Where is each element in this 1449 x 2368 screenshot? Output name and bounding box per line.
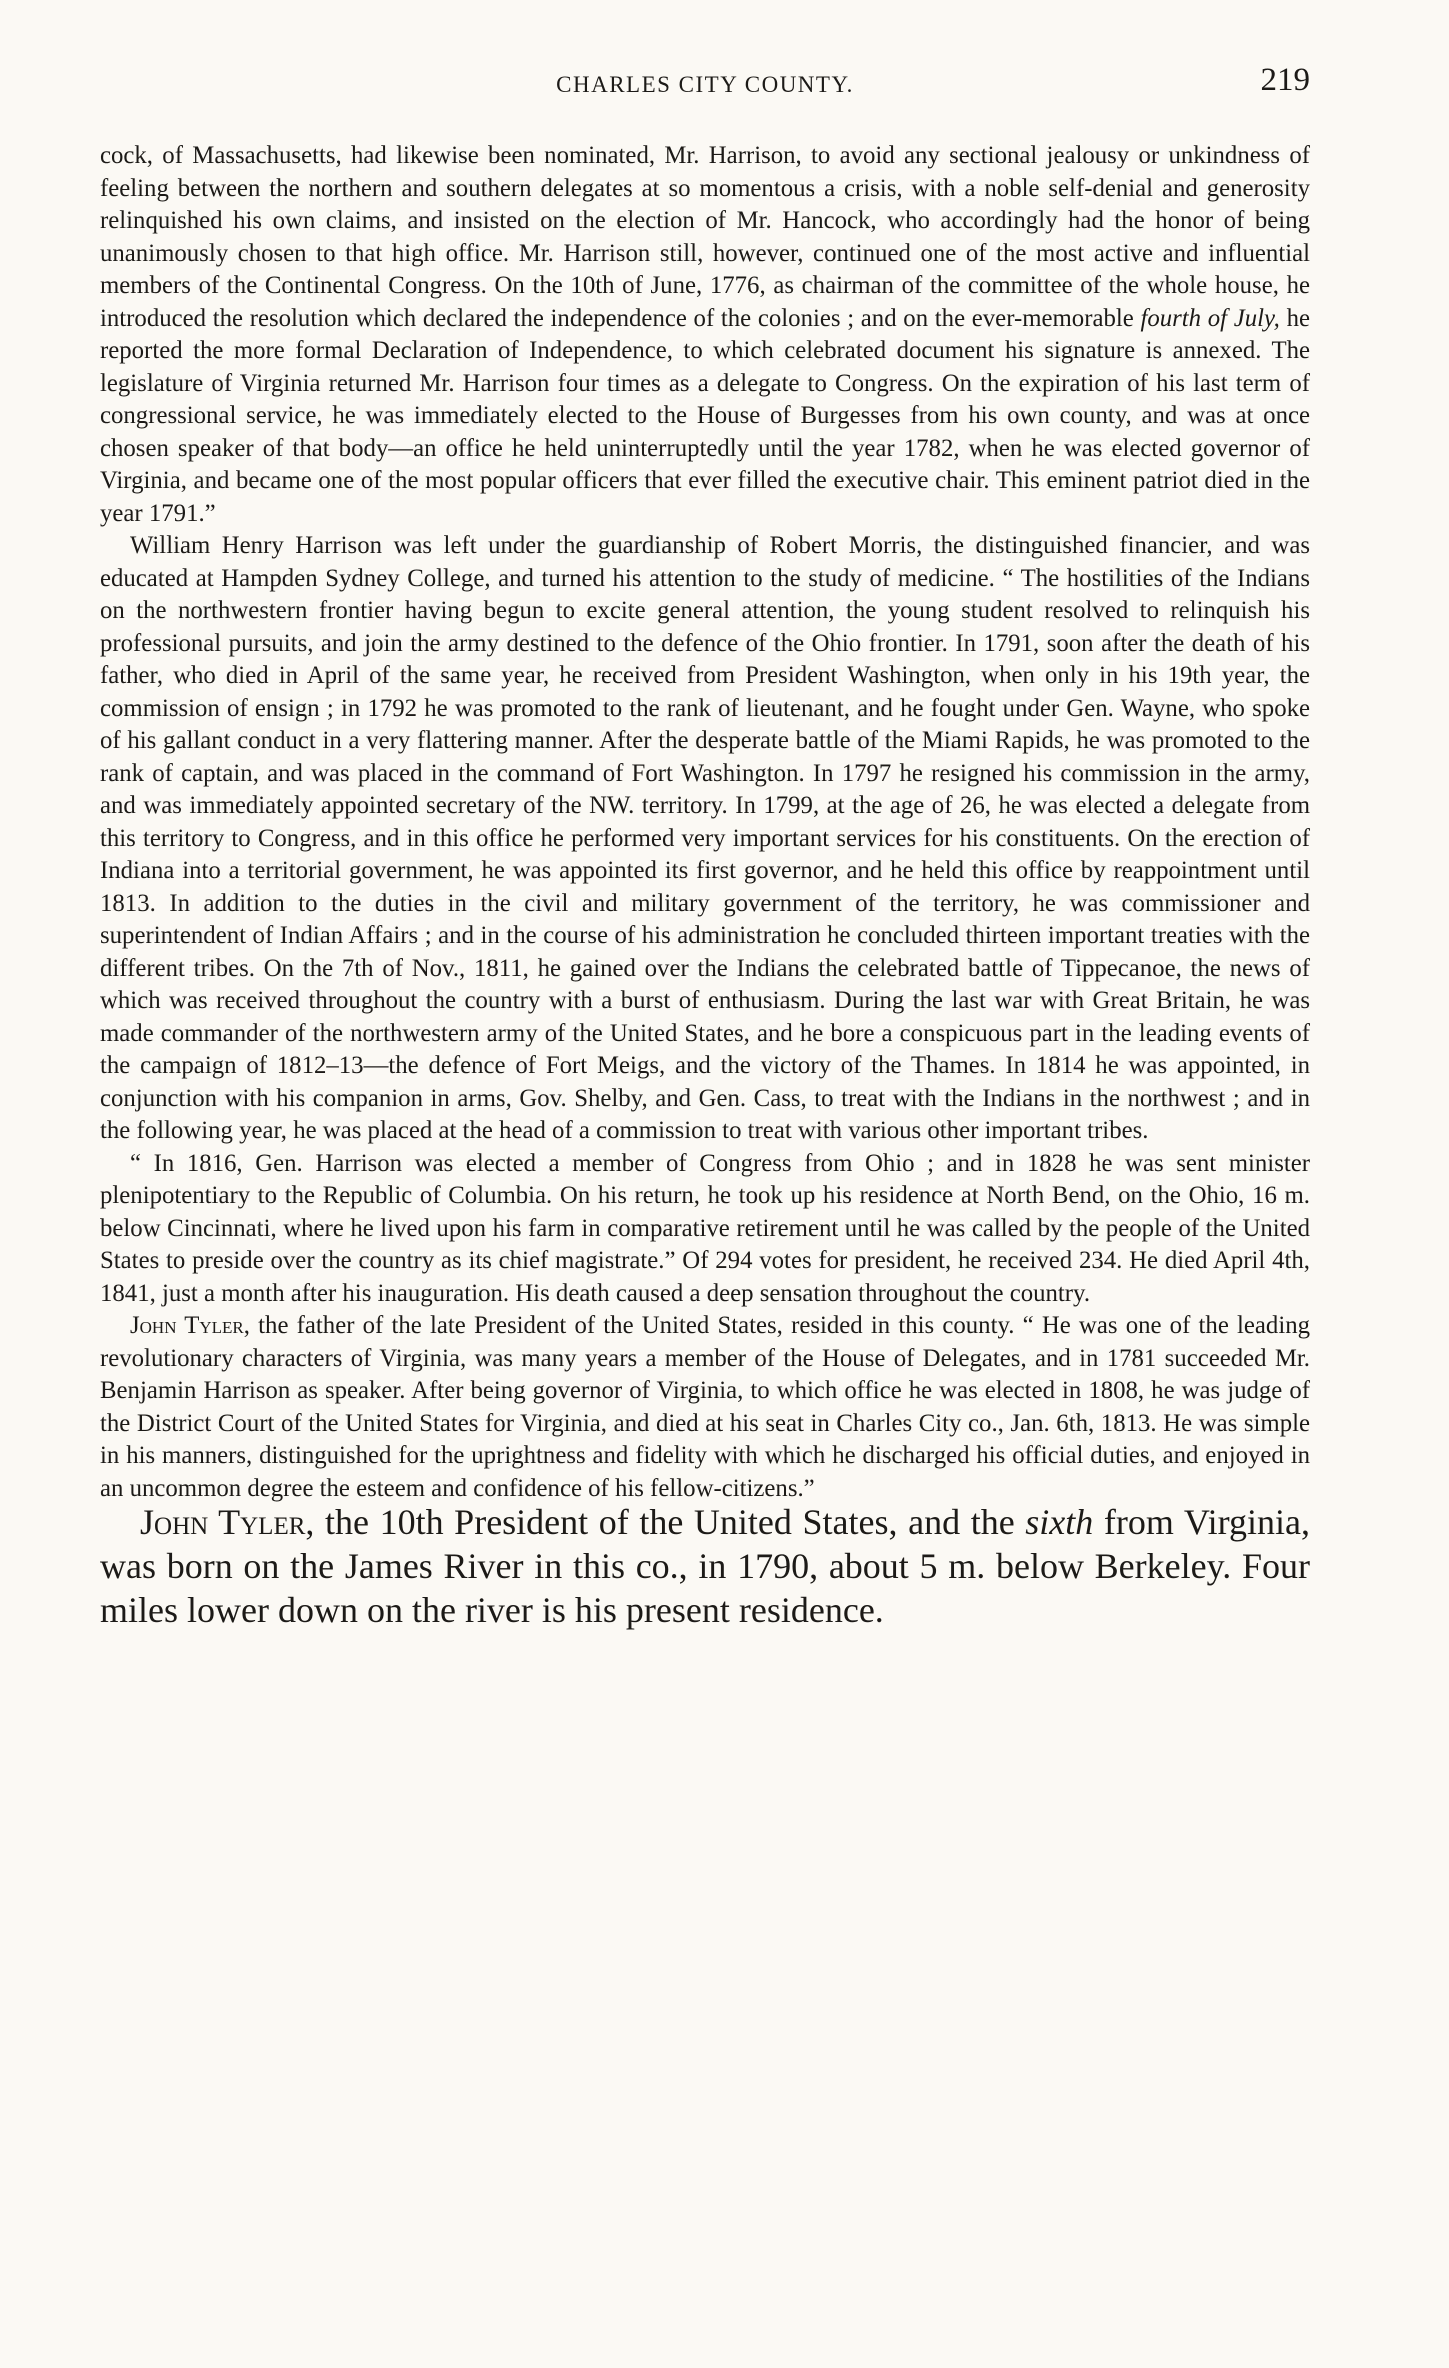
person-name: John Tyler, — [130, 1312, 250, 1339]
paragraph-continued-harrison-senior — [100, 140, 1310, 530]
paragraph-harrison-later-career: “ In 1816, Gen. Harrison was elected a member of Congress from Ohio ; and in 1828 he was sent minister plenipotentiary to the Republic of Columbia. On his return, he took up his residence at North Bend, on the Ohio, 16 m. below Cincinnati, where he lived upon his farm in comparative retirement until he was called by the people of the United States to preside over the country as its chief magistrate.” Of 294 votes for president, he received 234. He died April 4th, 1841, just a month after his inauguration. His death caused a deep sensation throughout the country. — [100, 1149, 1310, 1307]
paragraph-text: he reported the more formal Declaration of Independence, to which celebrated document his signature is annexed. The legislature of Virginia returned Mr. Harrison four times as a delegate to Congress. On the expiration of his last term of congressional service, he was immediately elected to the House of Burgesses from his own county, and was at once chosen speaker of that body—an office he held uninterruptedly until the year 1782, when he was elected governor of Virginia, and became one of the most popular officers that ever filled the executive chair. This eminent patriot died in the year 1791.” — [100, 304, 1310, 527]
paragraph-john-tyler-senior — [100, 1310, 1310, 1505]
paragraph-john-tyler-president — [100, 1500, 1310, 1632]
running-head — [100, 62, 1310, 102]
running-title: CHARLES CITY COUNTY. — [556, 72, 854, 97]
italic-word: sixth — [1025, 1502, 1094, 1542]
person-name: John Tyler, — [140, 1502, 315, 1542]
paragraph-text: the father of the late President of the United States, resided in this county. “ He was one of the leading revolutionary characters of Virginia, was many years a member of the House of Delegates, and in 1781 succeeded Mr. Benjamin Harrison as speaker. After being governor of Virginia, to which office he was elected in 1808, he was judge of the District Court of the United States for Virginia, and died at his seat in Charles City co., Jan. 6th, 1813. He was simple in his manners, distinguished for the uprightness and fidelity with which he discharged his official duties, and enjoyed in an uncommon degree the esteem and confidence of his fellow-citizens.” — [100, 1312, 1310, 1502]
paragraph-william-henry-harrison: William Henry Harrison was left under the guardianship of Robert Morris, the distinguished financier, and was educated at Hampden Sydney College, and turned his attention to the study of medicine. “ The hostilities of the Indians on the northwestern frontier having begun to excite general attention, the young student resolved to relinquish his professional pursuits, and join the army destined to the defence of the Ohio frontier. In 1791, soon after the death of his father, who died in April of the same year, he received from President Washington, when only in his 19th year, the commission of ensign ; in 1792 he was promoted to the rank of lieutenant, and he fought under Gen. Wayne, who spoke of his gallant conduct in a very flattering manner. After the desperate battle of the Miami Rapids, he was promoted to the rank of captain, and was placed in the command of Fort Washington. In 1797 he resigned his commission in the army, and was immediately appointed secretary of the NW. territory. In 1799, at the age of 26, he was elected a delegate from this territory to Congress, and in this office he performed very important services for his constituents. On the erection of Indiana into a territorial government, he was appointed its first governor, and he held this office by reappointment until 1813. In addition to the duties in the civil and military government of the territory, he was commissioner and superintendent of Indian Affairs ; and in the course of his administration he concluded thirteen important treaties with the different tribes. On the 7th of Nov., 1811, he gained over the Indians the celebrated battle of Tippecanoe, the news of which was received throughout the country with a burst of enthusiasm. During the last war with Great Britain, he was made commander of the northwestern army of the United States, and he bore a conspicuous part in the leading events of the campaign of 1812–13—the defence of Fort Meigs, and the victory of the Thames. In 1814 he was appointed, in conjunction with his companion in arms, Gov. Shelby, and Gen. Cass, to treat with the Indians in the northwest ; and in the following year, he was placed at the head of a commission to treat with various other important tribes. — [100, 532, 1310, 1144]
paragraph-text: cock, of Massachusetts, had likewise been nominated, Mr. Harrison, to avoid any sectional jealousy or unkindness of feeling between the northern and southern delegates at so momentous a crisis, with a noble self-denial and generosity relinquished his own claims, and insisted on the election of Mr. Hancock, who accordingly had the honor of being unanimously chosen to that high office. Mr. Harrison still, however, continued one of the most active and influential members of the Continental Congress. On the 10th of June, 1776, as chairman of the committee of the whole house, he introduced the resolution which declared the independence of the colonies ; and on the ever-memorable — [100, 142, 1310, 332]
page-number: 219 — [1260, 62, 1310, 98]
italic-phrase: fourth of July, — [1140, 304, 1280, 332]
paragraph-text: from Virginia, was born on the James River in this co., in 1790, about 5 m. below Berkeley. Four miles lower down on the river is his present residence. — [100, 1502, 1310, 1630]
body-text — [100, 140, 1310, 1505]
paragraph-text: the 10th President of the United States, and the — [314, 1502, 1026, 1542]
